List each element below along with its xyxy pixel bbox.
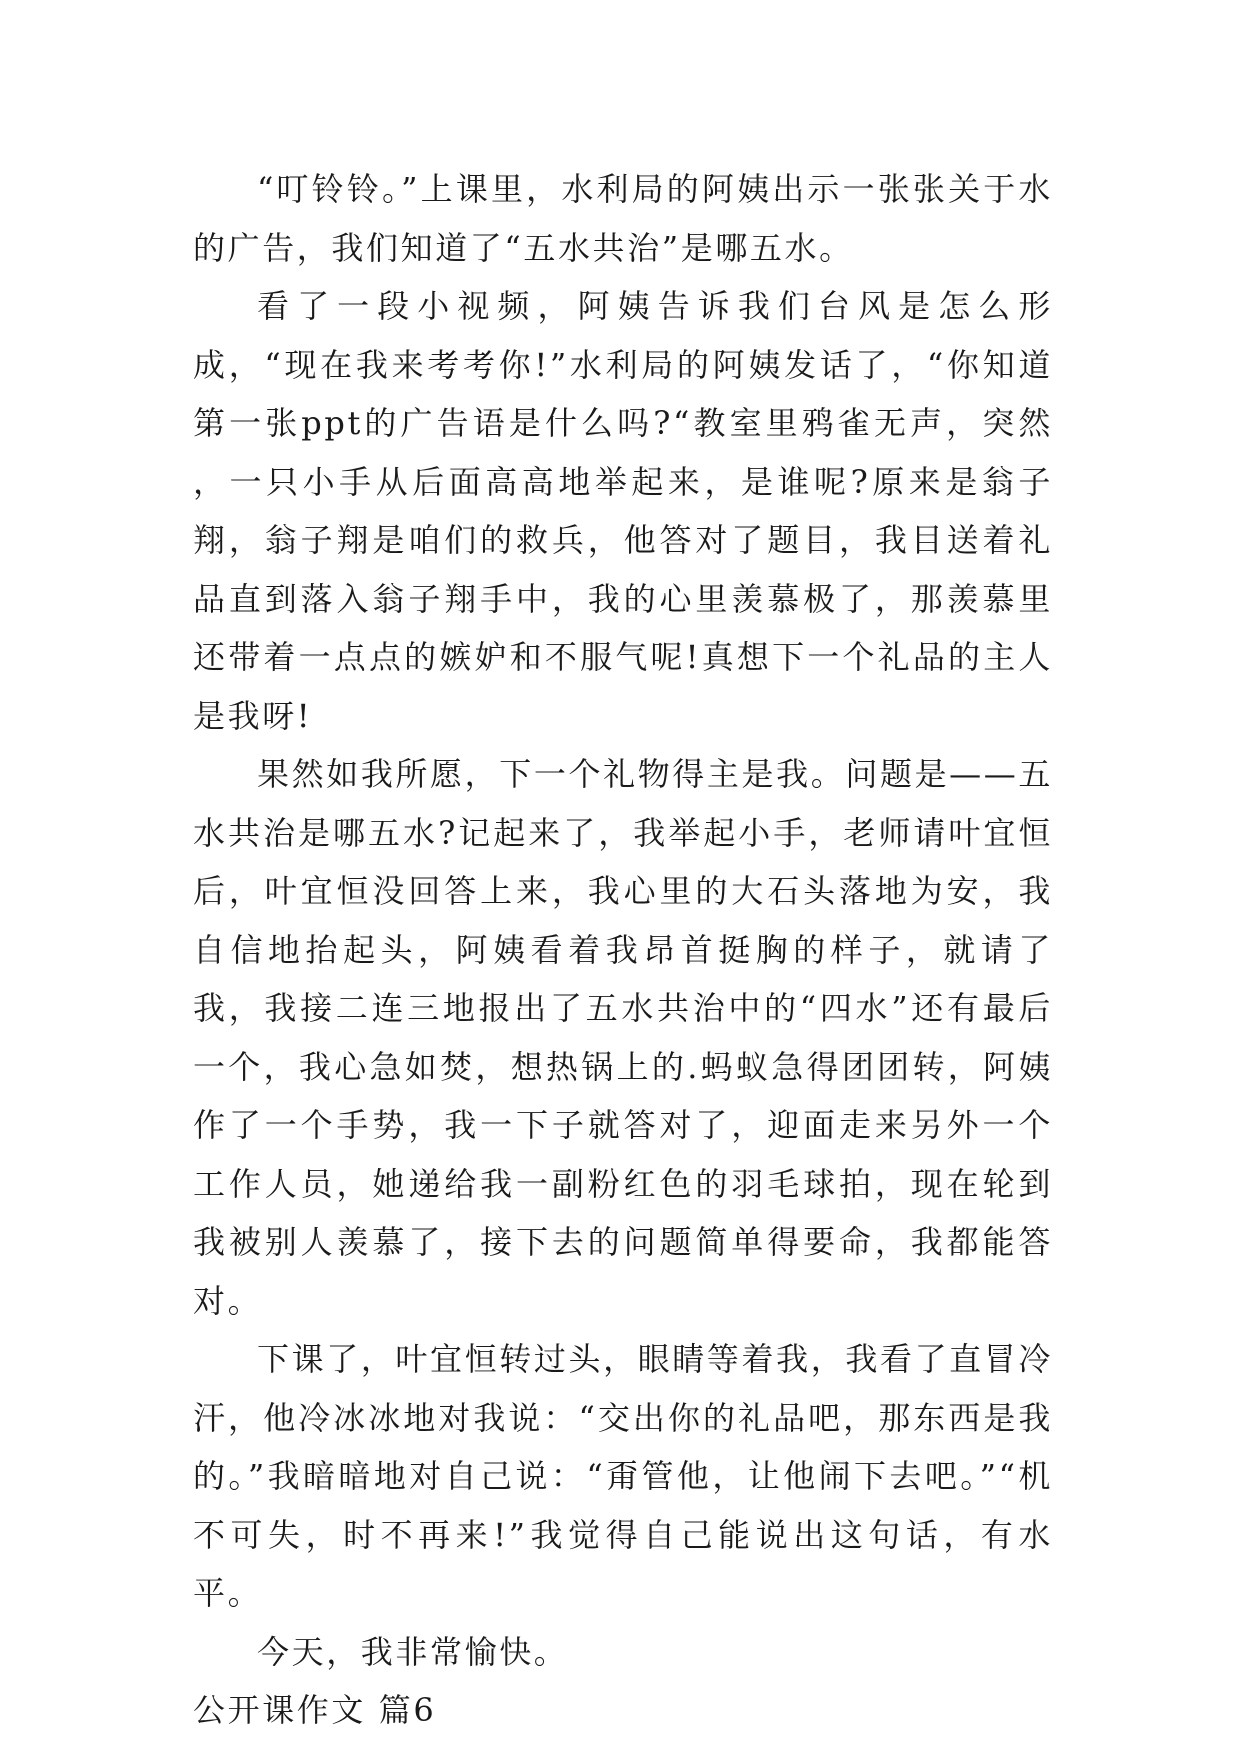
paragraph-5: 今天，我非常愉快。: [257, 1632, 569, 1671]
document-page: [193, 160, 1053, 1740]
paragraph-3: 果然如我所愿，下一个礼物得主是我。问题是——五水共治是哪五水?记起来了，我举起小手，老师请叶宜恒后，叶宜恒没回答上来，我心里的大石头落地为安，我自信地抬起头，阿姨看着我昂首挺胸的样子，就请了我，我接二连三地报出了五水共治中的“四水”还有最后一个，我心急如焚，想热锅上的.蚂蚁急得团团转，阿姨作了一个手势，我一下子就答对了，迎面走来另外一个工作人员，她递给我一副粉红色的羽毛球拍，现在轮到我被别人羡慕了，接下去的问题简单得要命，我都能答对。: [193, 755, 1053, 1320]
section-title: 公开课作文 篇6: [193, 1691, 437, 1729]
paragraph-1: “叮铃铃。”上课里，水利局的阿姨出示一张张关于水的广告，我们知道了“五水共治”是哪五水。: [193, 170, 1053, 267]
paragraph-2: 看了一段小视频，阿姨告诉我们台风是怎么形成，“现在我来考考你!”水利局的阿姨发话了，“你知道第一张ppt的广告语是什么吗?“教室里鸦雀无声，突然 ，一只小手从后面高高地举起来，是谁呢?原来是翁子翔，翁子翔是咱们的救兵，他答对了题目，我目送着礼品直到落入翁子翔手中，我的心里羡慕极了，那羡慕里还带着一点点的嫉妒和不服气呢!真想下一个礼品的主人是我呀!: [193, 287, 1053, 735]
paragraph-4: 下课了，叶宜恒转过头，眼睛等着我，我看了直冒冷汗，他冷冰冰地对我说：“交出你的礼品吧，那东西是我的。”我暗暗地对自己说：“甭管他，让他闹下去吧。”“机不可失，时不再来!”我觉得自己能说出这句话，有水平。: [193, 1340, 1053, 1612]
